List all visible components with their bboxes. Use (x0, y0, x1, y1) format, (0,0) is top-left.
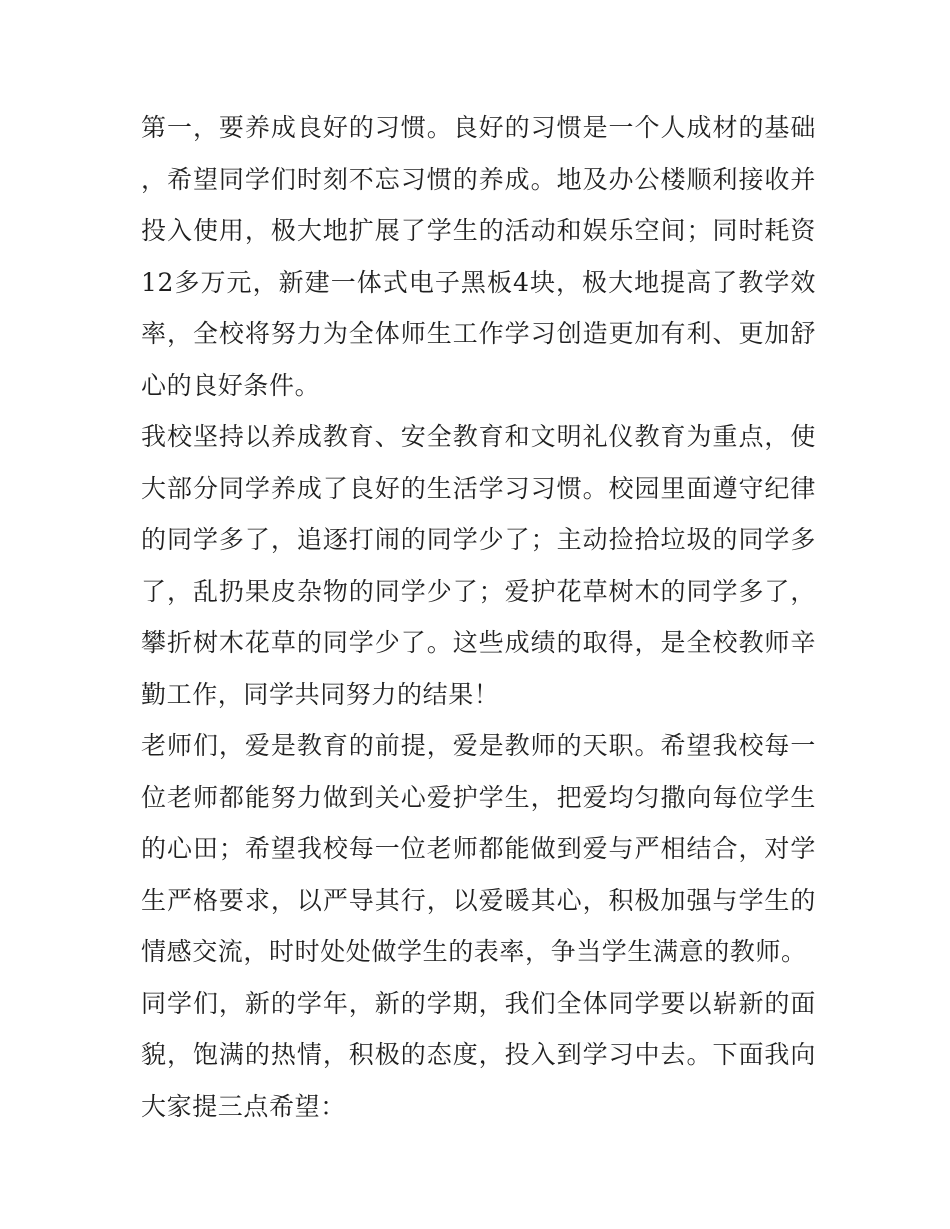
paragraph-school-education: 我校坚持以养成教育、安全教育和文明礼仪教育为重点，使大部分同学养成了良好的生活学习习惯。校园里面遵守纪律的同学多了，追逐打闹的同学少了；主动捡拾垃圾的同学多了，乱扔果皮杂物的同学少了；爱护花草树木的同学多了，攀折树木花草的同学少了。这些成绩的取得，是全校教师辛勤工作，同学共同努力的结果！ (141, 422, 816, 709)
paragraph-habits: 第一，要养成良好的习惯。良好的习惯是一个人成材的基础，希望同学们时刻不忘习惯的养成。地及办公楼顺利接收并投入使用，极大地扩展了学生的活动和娱乐空间；同时耗资12多万元，新建一体式电子黑板4块，极大地提高了教学效率，全校将努力为全体师生工作学习创造更加有利、更加舒心的良好条件。 (141, 113, 816, 400)
document-body (141, 102, 816, 1132)
paragraph-students: 同学们，新的学年，新的学期，我们全体同学要以崭新的面貌，饱满的热情，积极的态度，投入到学习中去。下面我向大家提三点希望： (141, 988, 816, 1121)
paragraph-teachers: 老师们，爱是教育的前提，爱是教师的天职。希望我校每一位老师都能努力做到关心爱护学生，把爱均匀撒向每位学生的心田；希望我校每一位老师都能做到爱与严相结合，对学生严格要求，以严导其行，以爱暖其心，积极加强与学生的情感交流，时时处处做学生的表率，争当学生满意的教师。 (141, 731, 816, 966)
